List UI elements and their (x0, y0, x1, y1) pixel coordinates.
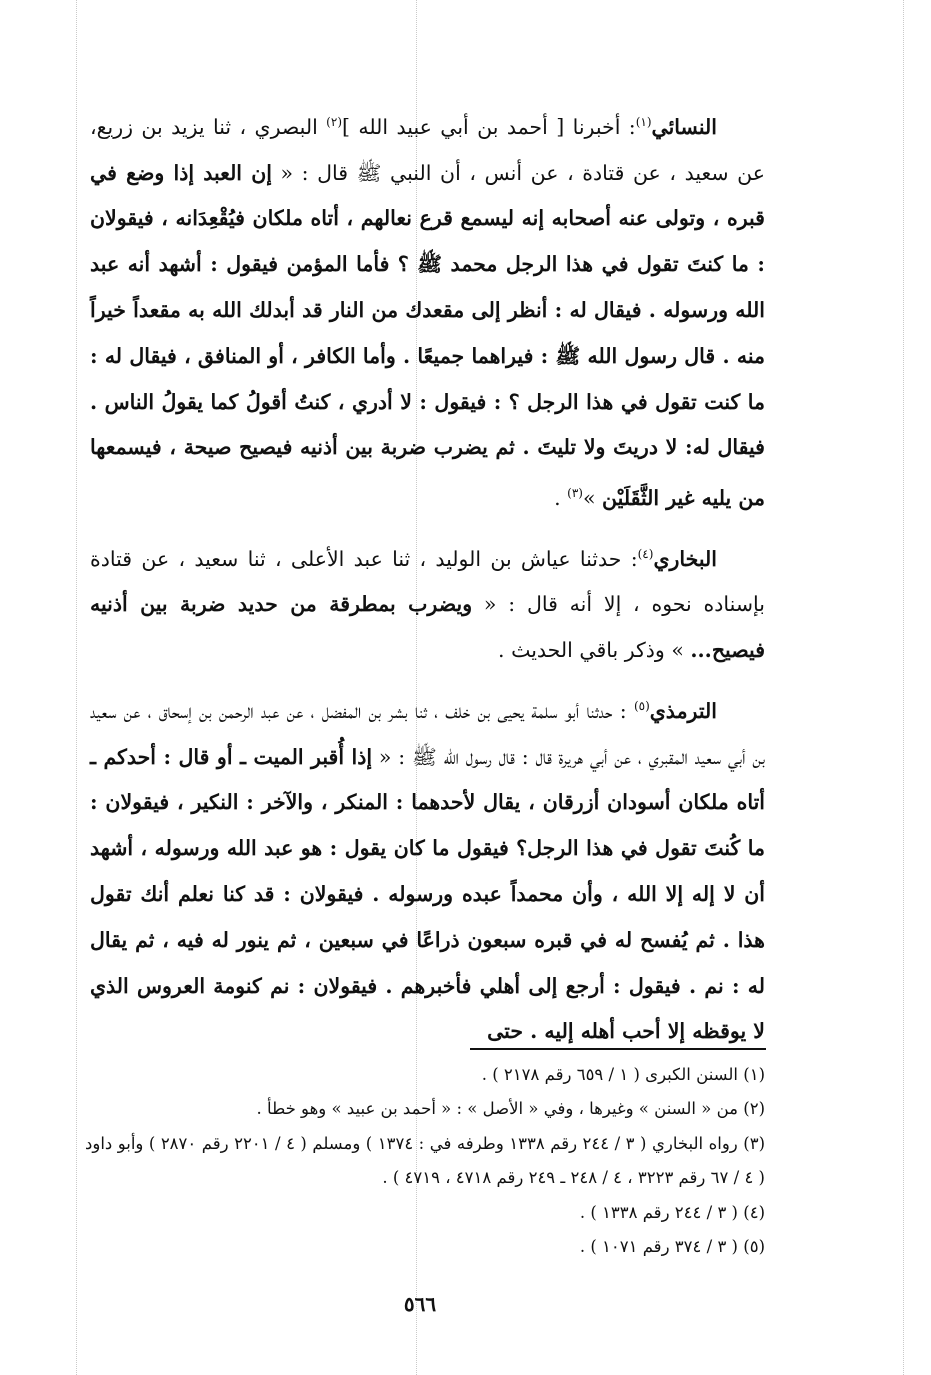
hadith-text: إن العبد إذا وضع في قبره ، وتولى عنه أصحابه إنه ليسمع قرع نعالهم ، أتاه ملكان فيُقْعِدَانه ، فيقولان : ما كنتَ تقول في هذا الرجل محمد ﷺ ؟ فأما المؤمن فيقول : أشهد أنه عبد الله ورسوله . فيقال له : أنظر إلى مقعدك من النار قد أبدلك الله به مقعداً خيراً منه . قال رسول الله ﷺ : فيراهما جميعًا . وأما الكافر ، أو المنافق ، فيقال له : ما كنت تقول في هذا الرجل ؟ : فيقول : لا أدري ، كنتُ أقولُ كما يقولُ الناس . فيقال له: لا دريتَ ولا تليتَ . ثم يضرب ضربة بين أذنيه فيصيح صيحة ، فيسمعها من يليه غير الثَّقَلَيْن (90, 160, 765, 511)
footnotes (85, 1058, 765, 1264)
narrator-name: النسائي (651, 114, 717, 139)
footnote-item: (١) السنن الكبرى ( ١ / ٦٥٩ رقم ٢١٧٨ ) . (481, 1065, 765, 1084)
isnad-text: : حدثنا عياش بن الوليد ، ثنا عبد الأعلى ، ثنا سعيد ، عن قتادة بإسناده نحوه ، إلا أنه قال : « (90, 546, 765, 617)
narrator-name: الترمذي (649, 698, 717, 723)
isnad-text: : حدثنا أبو سلمة يحيى بن خلف ، ثنا بشر بن المفضل ، عن عبد الرحمن بن إسحاق ، عن سعيد بن أبي سعيد المقبري ، عن أبي هريرة قال : قال رسول الله ﷺ : « (90, 698, 765, 769)
isnad-text: . (554, 486, 568, 511)
footnote-item: (٣) رواه البخاري ( ٣ / ٢٤٤ رقم ١٣٣٨ وطرفه في : ١٣٧٤ ) ومسلم ( ٤ / ٢٢٠١ رقم ٢٨٧٠ ) وأبو داود ( ٤ / ٦٧ رقم ٣٢٢٣ ، ٤ / ٢٤٨ ـ ٢٤٩ رقم ٤٧١٨ ، ٤٧١٩ ) . (85, 1133, 765, 1188)
footnote-ref: (٢) (326, 115, 342, 129)
footnote-ref: (٤) (637, 546, 654, 561)
scan-dotted-line-left (76, 0, 77, 1375)
isnad-text: » (582, 486, 603, 511)
isnad-text: البصري ، ثنا يزيد بن زريع، عن سعيد ، عن قتادة ، عن أنس ، أن النبي ﷺ قال : « (90, 114, 766, 185)
page-number: ٥٦٦ (403, 1292, 437, 1316)
isnad-text: : أخبرنا [ أحمد بن أبي عبيد الله ] (342, 114, 636, 139)
isnad-text: » وذكر باقي الحديث . (498, 638, 691, 663)
footnote-item: (٢) من « السنن » وغيرها ، وفي « الأصل » : « أحمد بن عبيد » وهو خطأ . (256, 1099, 765, 1119)
paragraph (90, 100, 765, 522)
scan-dotted-line-right (903, 0, 904, 1375)
footnote-item: (٥) ( ٣ / ٣٧٤ رقم ١٠٧١ ) . (579, 1237, 765, 1257)
narrator-name: البخاري (653, 546, 717, 571)
footnote-ref: (٥) (633, 699, 650, 714)
footnote-ref: (٣) (567, 486, 583, 501)
hadith-text: ويضرب بمطرقة من حديد ضربة بين أذنيه فيصيح... (90, 592, 765, 663)
paragraph (90, 532, 765, 674)
hadith-text: إذا أُقبر الميت ـ أو قال : أحدكم ـ أتاه ملكان أسودان أزرقان ، يقال لأحدهما : المنكر ، والآخر : النكير ، فيقولان : ما كُنتَ تقول في هذا الرجل؟ فيقول ما كان يقول : هو عبد الله ورسوله ، أشهد أن لا إله إلا الله ، وأن محمداً عبده ورسوله . فيقولان : قد كنا نعلم أنك تقول هذا . ثم يُفسح له في قبره سبعون ذراعًا في سبعين ، ثم ينور له فيه ، ثم يقال له : نم . فيقول : أرجع إلى أهلي فأخبرهم . فيقولان : نم كنومة العروس الذي لا يوقظه إلا أحب أهله إليه . حتى (90, 744, 765, 1044)
footnote-separator (470, 1048, 766, 1050)
main-text (90, 100, 765, 1065)
footnote-item: (٤) ( ٣ / ٢٤٤ رقم ١٣٣٨ ) . (579, 1202, 765, 1222)
footnote-ref: (١) (635, 115, 652, 129)
paragraph (90, 684, 765, 1055)
